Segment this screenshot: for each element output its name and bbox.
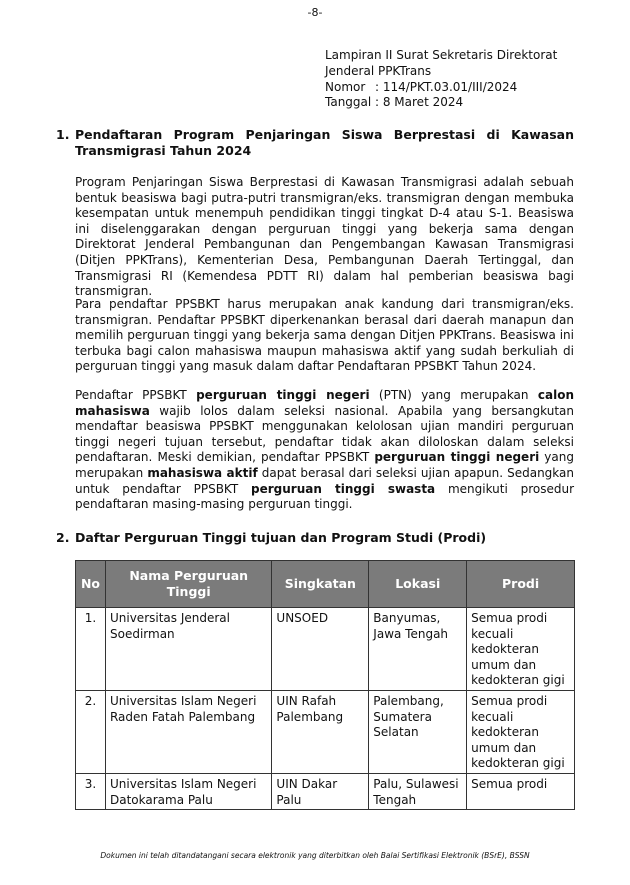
nomor-value: : 114/PKT.03.01/III/2024 [375, 79, 518, 94]
header-no: No [76, 561, 106, 608]
table-row [76, 690, 575, 773]
row-no: 1. [76, 608, 106, 691]
p3-bold-mahasiswa-aktif: mahasiswa aktif [147, 465, 258, 480]
attachment-tanggal [325, 95, 557, 111]
p3-text-2: (PTN) yang merupakan [369, 388, 538, 402]
p3-text-6: mengikuti prosedur pendaftaran masing-masing perguruan tinggi. [75, 481, 575, 512]
row-prodi: Semua prodi kecuali kedokteran umum dan kedokteran gigi [467, 690, 575, 773]
tanggal-label: Tanggal [325, 95, 372, 110]
table-row [76, 773, 575, 809]
attachment-line-1: Lampiran II Surat Sekretaris Direktorat [325, 48, 558, 62]
nomor-label: Nomor [325, 79, 366, 94]
p3-text-4: yang merupakan [75, 450, 574, 480]
table-row [76, 608, 575, 691]
row-singkatan: UNSOED [272, 608, 369, 691]
p3-text-1: Pendaftar PPSBKT [75, 388, 197, 402]
page-number: -8- [307, 6, 323, 19]
tanggal-value: : 8 Maret 2024 [375, 95, 464, 110]
header-nama-perguruan-tinggi: Nama Perguruan Tinggi [105, 561, 271, 608]
section-2-title: Daftar Perguruan Tinggi tujuan dan Program Studi (Prodi) [75, 530, 487, 545]
p3-bold-ptn-2: perguruan tinggi negeri [374, 450, 540, 465]
attachment-header [325, 48, 557, 111]
section-2-heading [56, 530, 574, 546]
attachment-nomor [325, 80, 557, 96]
section-2-number: 2. [56, 530, 70, 545]
row-singkatan: UIN Rafah Palembang [272, 690, 369, 773]
section-1-paragraph-1: Program Penjaringan Siswa Berprestasi di Kawasan Transmigrasi adalah sebuah bentuk beasiswa bagi putra-putri transmigran/eks. transmigran dengan membuka kesempatan untuk menempuh pendidikan tinggi tingkat D-4 atau S-1. Beasiswa ini diselenggarakan dengan perguruan tinggi yang bekerja sama dengan Direktorat Jenderal Pembangunan dan Pengembangan Kawasan Transmigrasi (Ditjen PPKTrans), Kementerian Desa, Pembangunan Daerah Tertinggal, dan Transmigrasi RI (Kemendesa PDTT RI) dalam hal pemberian beasiswa bagi transmigran. [75, 175, 574, 299]
row-no: 3. [76, 773, 106, 809]
row-lokasi: Palembang, Sumatera Selatan [369, 690, 467, 773]
table-header-row [76, 561, 575, 608]
header-lokasi: Lokasi [369, 561, 467, 608]
p3-bold-calon-mahasiswa: calon mahasiswa [75, 388, 574, 418]
row-prodi: Semua prodi [467, 773, 575, 809]
p3-text-3: wajib lolos dalam seleksi nasional. Apabila yang bersangkutan mendaftar beasiswa PPSBKT menggunakan kelolosan ujian mandiri perguruan tinggi negeri tujuan tersebut, pendaftar tidak akan diloloskan dalam seleksi pendaftaran. Meski demikian, pendaftar PPSBKT [75, 403, 574, 465]
p3-bold-pts: perguruan tinggi swasta [251, 481, 436, 496]
p3-text-5: dapat berasal dari seleksi ujian apapun. Sedangkan untuk pendaftar PPSBKT [75, 465, 574, 496]
section-1-number: 1. [56, 127, 70, 142]
p3-bold-ptn: perguruan tinggi negeri [196, 388, 370, 402]
row-nama: Universitas Islam Negeri Datokarama Palu [105, 773, 271, 809]
header-prodi: Prodi [467, 561, 575, 608]
section-1-heading [56, 127, 574, 159]
section-1-title: Pendaftaran Program Penjaringan Siswa Berprestasi di Kawasan Transmigrasi Tahun 2024 [75, 127, 574, 158]
row-no: 2. [76, 690, 106, 773]
e-signature-footer: Dokumen ini telah ditandatangani secara elektronik yang diterbitkan oleh Balai Sertifikasi Elektronik (BSrE), BSSN [100, 851, 530, 860]
header-singkatan: Singkatan [272, 561, 369, 608]
section-1-paragraph-2: Para pendaftar PPSBKT harus merupakan anak kandung dari transmigran/eks. transmigran. Pendaftar PPSBKT diperkenankan berasal dari daerah manapun dan memilih perguruan tinggi yang bekerja sama dengan Ditjen PPKTrans. Beasiswa ini terbuka bagi calon mahasiswa maupun mahasiswa aktif yang sudah berkuliah di perguruan tinggi yang masuk dalam daftar Pendaftaran PPSBKT Tahun 2024. [75, 297, 574, 374]
row-prodi: Semua prodi kecuali kedokteran umum dan kedokteran gigi [467, 608, 575, 691]
attachment-line-2: Jenderal PPKTrans [325, 63, 432, 78]
row-lokasi: Banyumas, Jawa Tengah [369, 608, 467, 691]
row-nama: Universitas Islam Negeri Raden Fatah Palembang [105, 690, 271, 773]
row-nama: Universitas Jenderal Soedirman [105, 608, 271, 691]
university-table [75, 560, 575, 810]
row-lokasi: Palu, Sulawesi Tengah [369, 773, 467, 809]
row-singkatan: UIN Dakar Palu [272, 773, 369, 809]
section-1-paragraph-3 [75, 388, 574, 513]
